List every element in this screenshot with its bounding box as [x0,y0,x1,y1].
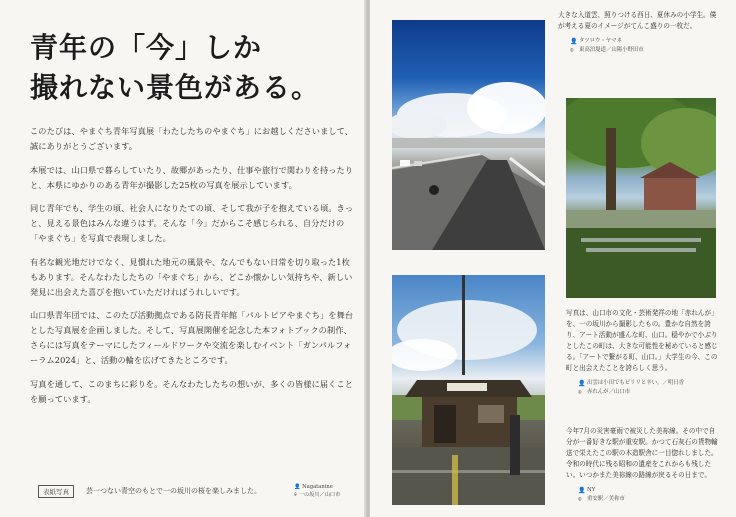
photo-2-place: 赤れんが／山口市 [587,389,631,395]
headline [30,28,360,108]
cover-photo-credit [38,481,356,501]
photo-2-credit [566,379,721,397]
photo-3-credit [566,486,721,504]
cover-photo-caption: 芸一つない青空のもとで一の坂川の桜を楽しみました。 [86,487,261,495]
intro-paragraph-6: 写真を通して、このまちに彩りを。そんなわたしたちの想いが、多くの皆様に届くことを願っています。 [30,378,354,404]
location-pin-icon: ⌾ [578,496,582,503]
cover-author: Nagatanine [302,484,333,490]
intro-paragraph-1: このたびは、やまぐち青年写真展「わたしたちのやまぐち」にお越しくださいまして、誠にありがとうございます。 [30,126,354,151]
intro-paragraph-3: 同じ青年でも、学生の頃、社会人になりたての頃、そして我が子を抱えている頃。きっと、見える景色はみんな違うはず。そんな「今」だからこそ感じられる、自分だけの「やまぐち」を写真で表現しました。 [30,203,354,243]
intro-paragraph-5: 山口県青年団では、このたび活動拠点である防長青年館「パルトピアやまぐち」を舞台とした写真展を企画しました。そして、写真展開催を記念した本フォトブックの制作、さらには写真をテーマにしたフィールドワークや交流を楽しむイベント「ガンパルフォーラム2024」と、活動の輪を広げてきたところです。 [30,310,354,365]
photo-1-caption-block [558,10,718,55]
cover-credit [294,483,356,499]
person-icon: 👤 [570,38,578,45]
intro-text [30,124,356,415]
photo-2-author: 出雲は小田でもピリリと辛い。／明日香 [587,380,685,386]
photo-1-place: 東高泊堤道／山陽小野田市 [579,47,644,53]
person-icon: 👤 [578,487,586,494]
intro-paragraph-2: 本展では、山口県で暮らしていたり、故郷があったり、仕事や旅行で関わりを持ったりと、本県にゆかりのある青年が撮影した25枚の写真を展示しています。 [30,164,354,190]
photo-shigeyasu-station-art [392,275,545,505]
photo-red-brick [566,98,716,298]
headline-line-1: 青年の「今」しか [30,31,263,64]
location-pin-icon: ⌾ [294,492,298,498]
photo-3-place: 重安駅／美祢市 [587,496,625,502]
photo-1-author: タツロウ・ヤマネ [579,38,622,44]
headline-line-2: 撮れない景色がある。 [30,71,321,104]
photo-1-caption: 大きな入道雲、照りつける西日、夏休みの小学生。僕が考える夏のイメージがてんこ盛りの一枚だ。 [558,11,717,30]
photo-3-caption-block [566,426,721,504]
person-icon: 👤 [578,380,586,387]
photo-shigeyasu-station [392,275,545,505]
left-page [0,0,366,517]
photo-summer-bridge-art [392,20,545,250]
location-pin-icon: ⌾ [578,389,582,396]
photo-summer-bridge [392,20,545,250]
person-icon: 👤 [294,484,301,490]
location-pin-icon: ⌾ [570,47,574,54]
photo-3-caption: 今年7月の災害豪雨で被災した美祢線。その中で自分が一番好きな駅が重安駅。かつて石灰石の貨物輸送で栄えたこの駅の木造駅舎に一目惚れしました。令和の時代に残る昭和の遺産をこれからも残したい。いつかまた美祢線の路線が戻るその日まで。 [566,427,718,479]
right-page [370,0,736,517]
intro-paragraph-4: 有名な観光地だけでなく、見慣れた地元の風景や、なんでもない日常を切り取った1枚もあります。そんなわたしたちの「やまぐち」から、どこか懐かしい気持ちや、新しい発見に出会えた喜びを抱いていただければうれしいです。 [30,256,353,297]
photo-2-caption-block [566,308,721,397]
photo-2-caption: 写真は、山口市の文化・芸術発祥の地「赤れんが」を、一の坂川から撮影したもの。豊かな自然を誇り、アート活動が盛んな町、山口。穏やかで小ぶりとしたこの町は、大きな可能性を秘めていると感じる。「アートで繋がる町、山口。」大学生の今、この町と出会えたことを誇らしく思う。 [566,309,718,372]
cover-place: 一の坂川／山口市 [298,492,341,498]
photo-red-brick-art [566,98,716,298]
photo-3-author: NY [587,487,596,493]
cover-photo-tag: 表紙写真 [38,485,74,498]
photo-1-credit [558,37,718,55]
